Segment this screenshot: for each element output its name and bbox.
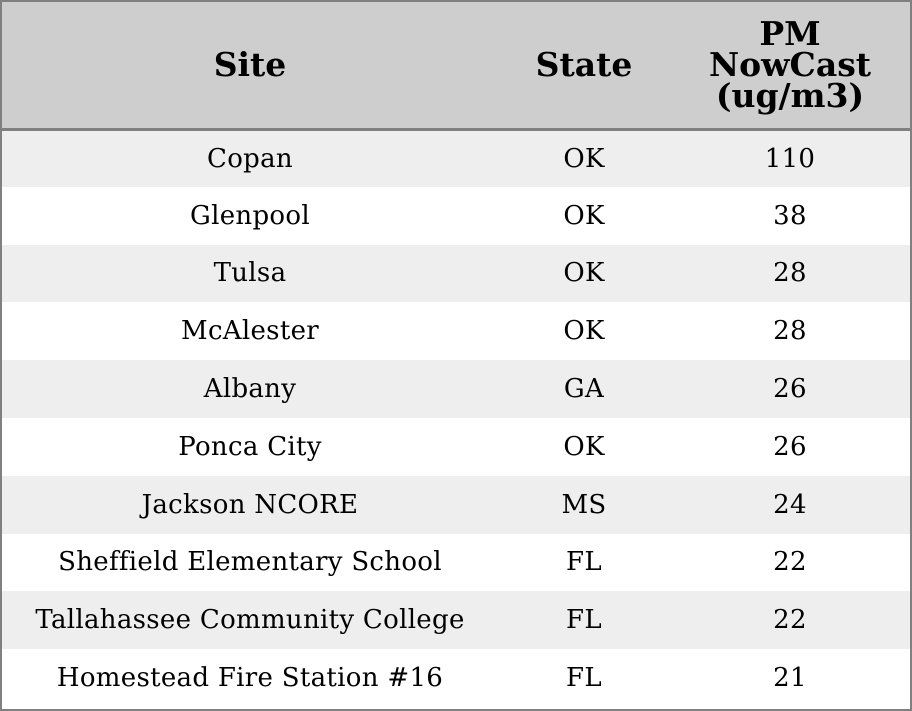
site-cell: Albany bbox=[203, 374, 297, 405]
table-row bbox=[2, 591, 910, 649]
table-row bbox=[2, 476, 910, 534]
table-row bbox=[2, 302, 910, 360]
table-row bbox=[2, 245, 910, 303]
pm-value-cell: 38 bbox=[773, 200, 807, 231]
pm-value-cell: 26 bbox=[773, 431, 807, 462]
column-header-pm bbox=[670, 2, 910, 129]
state-cell: MS bbox=[561, 489, 607, 520]
column-header-state: State bbox=[498, 2, 670, 129]
state-cell: OK bbox=[563, 258, 605, 289]
state-cell: OK bbox=[563, 316, 605, 347]
state-cell: FL bbox=[566, 663, 602, 694]
table-row bbox=[2, 360, 910, 418]
pm-value-cell: 22 bbox=[773, 547, 807, 578]
pm-value-cell: 110 bbox=[764, 143, 816, 174]
table-row bbox=[2, 418, 910, 476]
site-cell: Jackson NCORE bbox=[141, 489, 359, 520]
state-cell: OK bbox=[563, 431, 605, 462]
site-cell: Sheffield Elementary School bbox=[58, 547, 442, 578]
column-header-site: Site bbox=[2, 2, 498, 129]
table-header-row bbox=[2, 2, 910, 129]
site-cell: Tallahassee Community College bbox=[35, 605, 465, 636]
site-cell: Homestead Fire Station #16 bbox=[56, 663, 444, 694]
table-row bbox=[2, 649, 910, 707]
table-body bbox=[2, 129, 910, 707]
pm-nowcast-table bbox=[2, 2, 910, 707]
state-cell: OK bbox=[563, 143, 605, 174]
pm-value-cell: 28 bbox=[773, 258, 807, 289]
pm-value-cell: 28 bbox=[773, 316, 807, 347]
pm-value-cell: 24 bbox=[773, 489, 807, 520]
site-cell: McAlester bbox=[181, 316, 319, 347]
table-row bbox=[2, 129, 910, 187]
column-header-pm-line: (ug/m3) bbox=[715, 76, 865, 116]
site-cell: Glenpool bbox=[190, 200, 310, 231]
pm-value-cell: 22 bbox=[773, 605, 807, 636]
state-cell: OK bbox=[563, 200, 605, 231]
state-cell: FL bbox=[566, 547, 602, 578]
site-cell: Copan bbox=[207, 143, 293, 174]
pm-value-cell: 26 bbox=[773, 374, 807, 405]
table-row bbox=[2, 187, 910, 245]
state-cell: FL bbox=[566, 605, 602, 636]
column-header-pm-line: PM bbox=[759, 14, 821, 54]
table-row bbox=[2, 534, 910, 592]
site-cell: Ponca City bbox=[178, 431, 322, 462]
state-cell: GA bbox=[563, 374, 605, 405]
column-header-pm-line: NowCast bbox=[708, 45, 872, 85]
site-cell: Tulsa bbox=[213, 258, 287, 289]
pm-value-cell: 21 bbox=[773, 663, 807, 694]
